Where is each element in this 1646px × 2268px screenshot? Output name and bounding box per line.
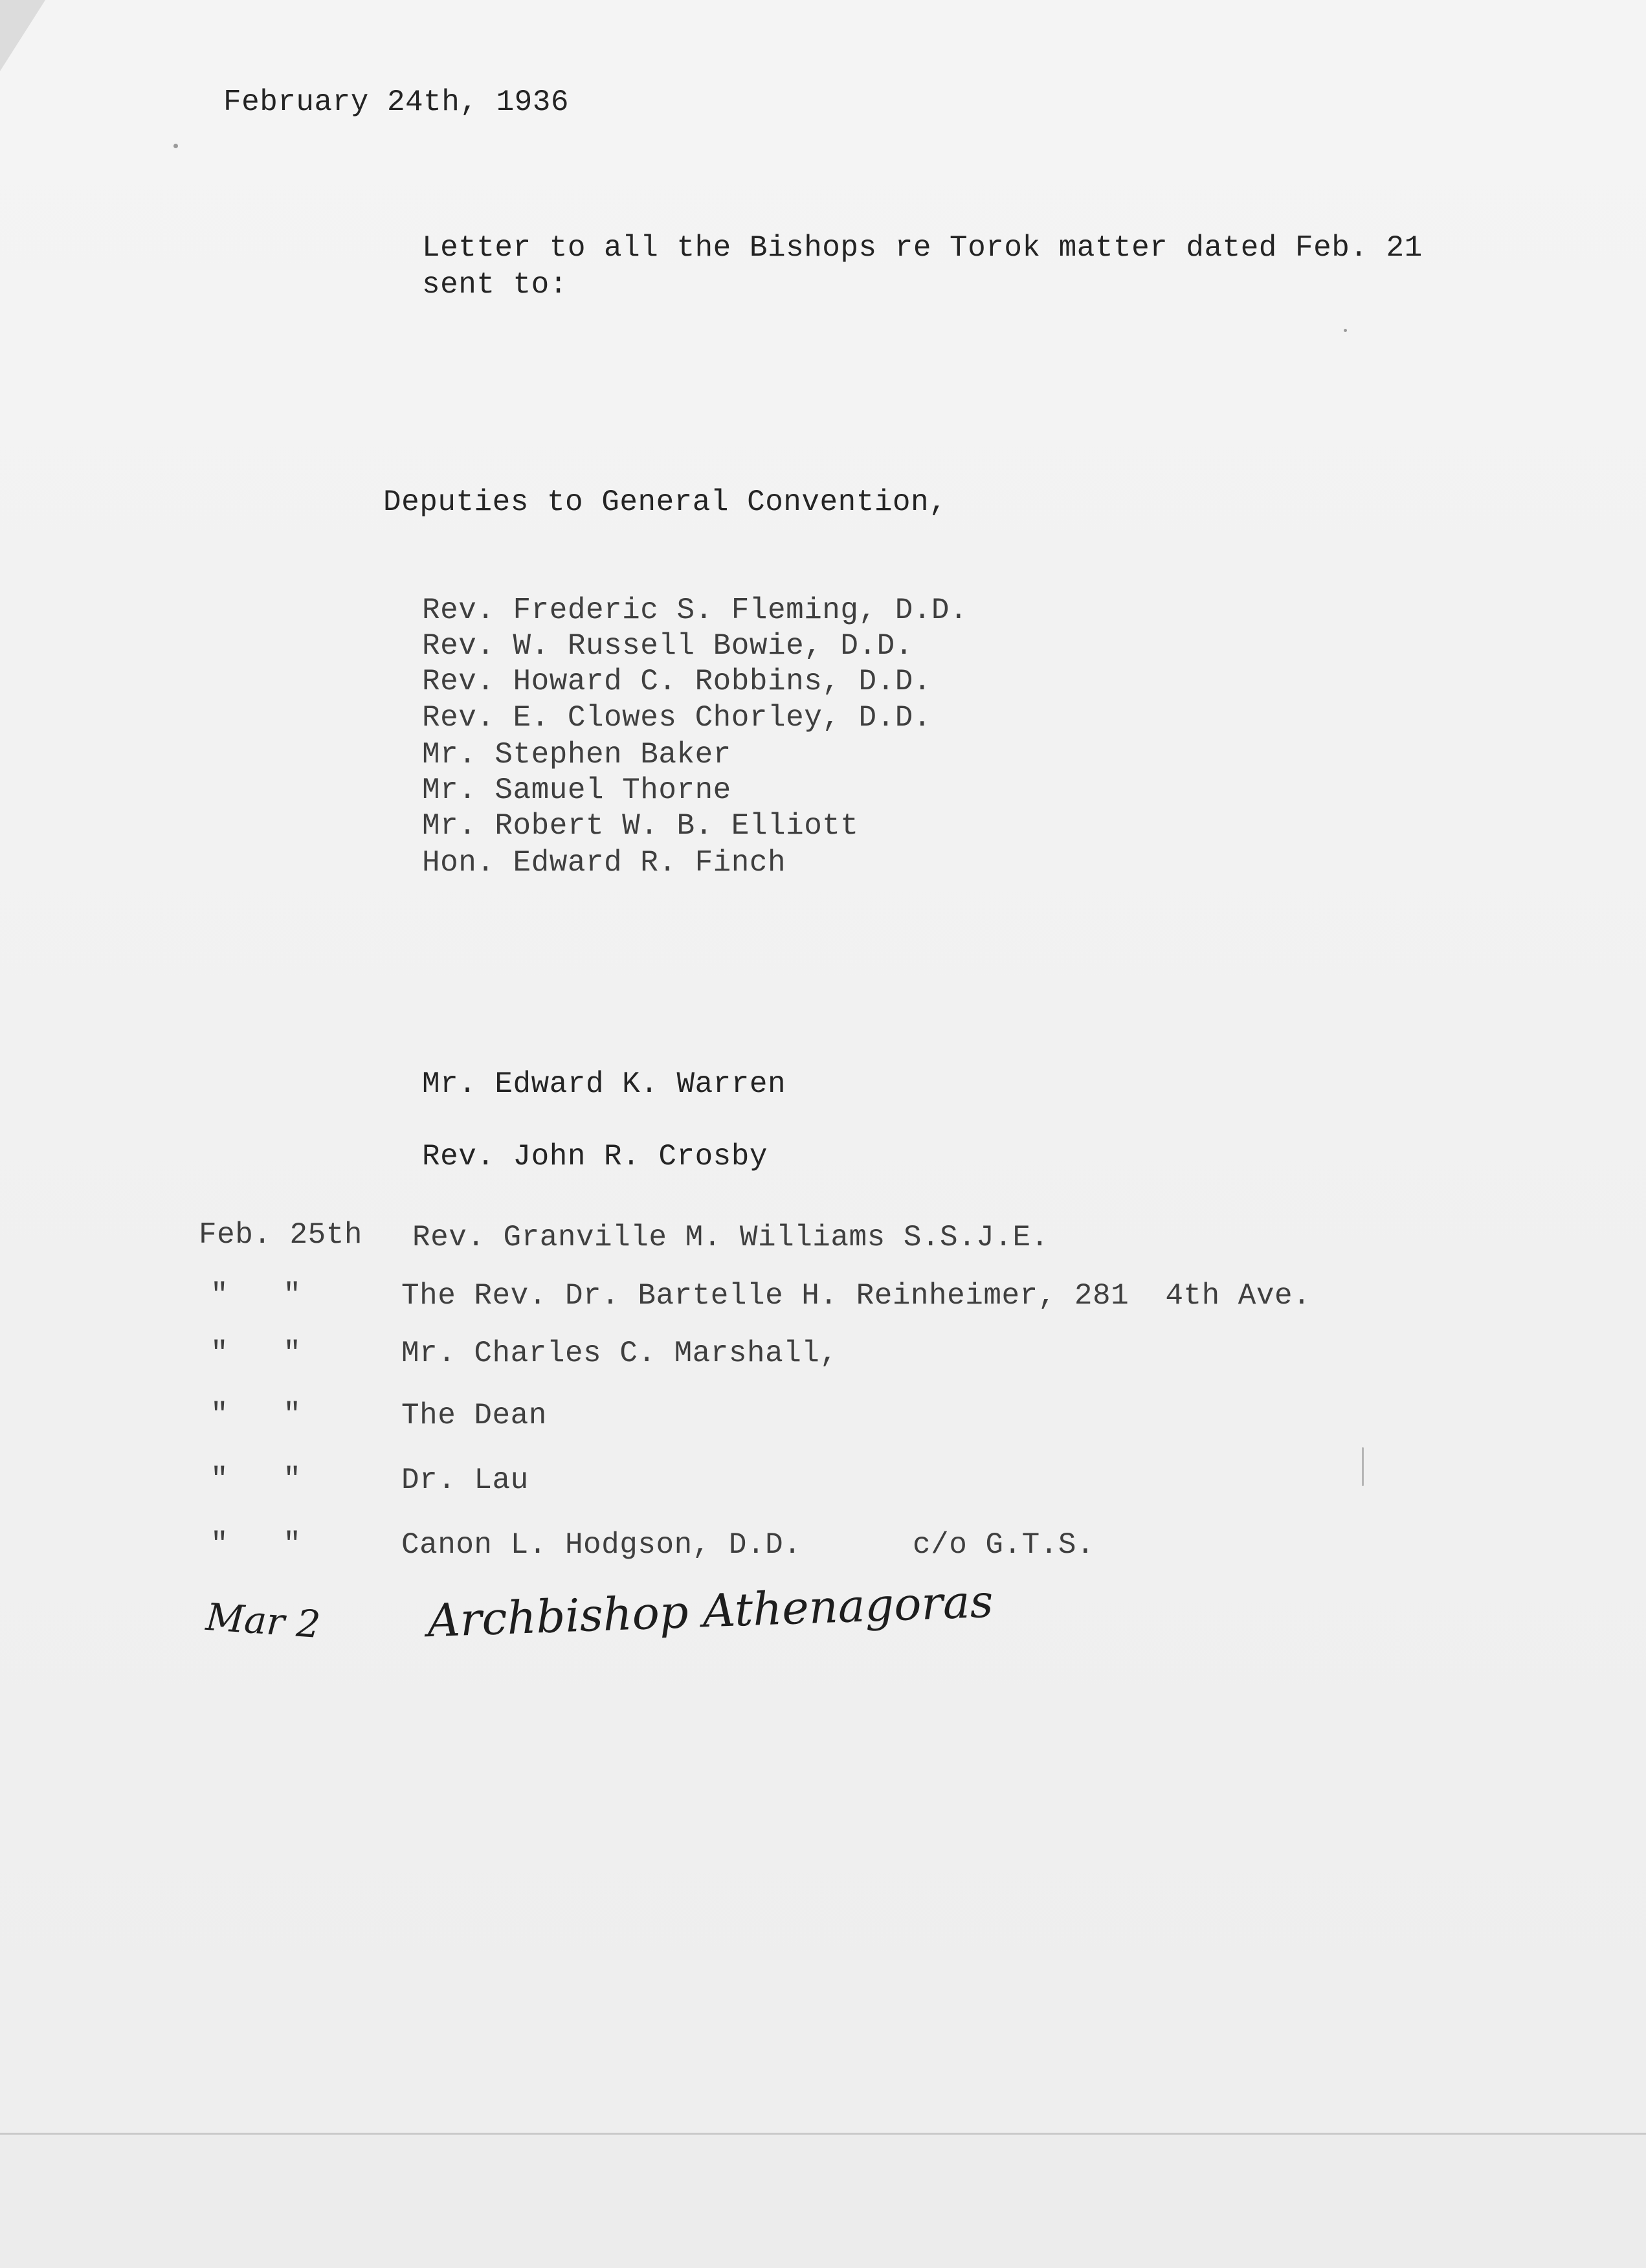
ditto-mark: " " <box>210 1463 302 1496</box>
handwritten-date: Mar 2 <box>204 1594 322 1647</box>
ditto-mark: " " <box>210 1337 302 1370</box>
deputy-item: Mr. Robert W. B. Elliott <box>422 809 859 843</box>
deputy-item: Mr. Samuel Thorne <box>422 773 731 807</box>
intro-line-2: sent to: <box>422 268 568 302</box>
recipient-item: Mr. Edward K. Warren <box>422 1067 786 1101</box>
entry-name: Canon L. Hodgson, D.D. <box>401 1528 802 1562</box>
paper-speck <box>1344 329 1347 332</box>
handwritten-name: Archbishop Athenagoras <box>426 1574 994 1648</box>
entry-name: The Rev. Dr. Bartelle H. Reinheimer, 281 4th Ave. <box>401 1279 1311 1313</box>
paper-mark <box>1362 1447 1364 1486</box>
ditto-mark: " " <box>210 1398 302 1432</box>
entry-name: Rev. Granville M. Williams S.S.J.E. <box>412 1221 1049 1254</box>
entry-name: Mr. Charles C. Marshall, <box>401 1337 838 1370</box>
paper-speck <box>173 144 178 148</box>
intro-line-1: Letter to all the Bishops re Torok matter dated Feb. 21 <box>422 231 1423 265</box>
deputy-item: Hon. Edward R. Finch <box>422 846 786 880</box>
deputy-item: Rev. Frederic S. Fleming, D.D. <box>422 594 968 627</box>
deputy-item: Mr. Stephen Baker <box>422 738 731 772</box>
entry-note: c/o G.T.S. <box>913 1528 1095 1562</box>
deputy-item: Rev. E. Clowes Chorley, D.D. <box>422 701 931 735</box>
ditto-mark: " " <box>210 1528 302 1561</box>
folded-corner <box>0 0 45 71</box>
deputy-item: Rev. Howard C. Robbins, D.D. <box>422 665 931 698</box>
entry-name: The Dean <box>401 1399 547 1432</box>
section-heading: Deputies to General Convention, <box>383 485 948 519</box>
recipient-item: Rev. John R. Crosby <box>422 1140 768 1173</box>
entry-name: Dr. Lau <box>401 1463 529 1497</box>
scan-background <box>0 2135 1646 2268</box>
ditto-mark: " " <box>210 1278 302 1312</box>
deputy-item: Rev. W. Russell Bowie, D.D. <box>422 629 913 663</box>
letter-date: February 24th, 1936 <box>223 85 569 119</box>
entry-date: Feb. 25th <box>199 1218 362 1252</box>
